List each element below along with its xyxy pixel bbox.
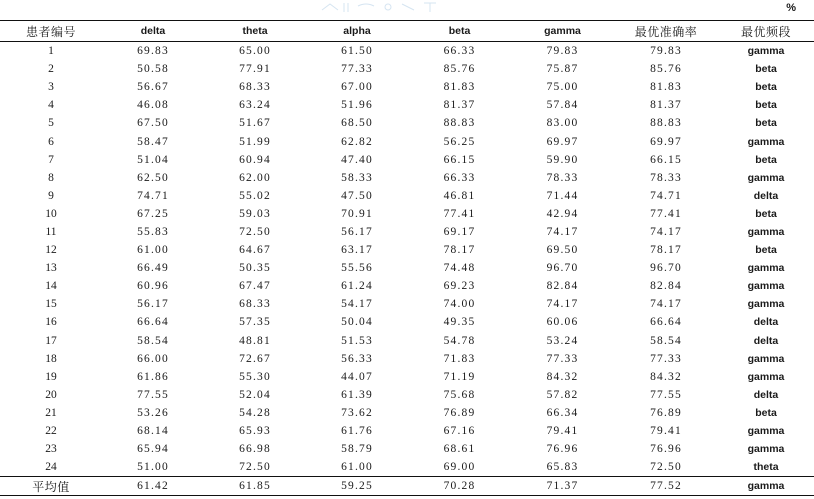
cell-patient-id: 3: [48, 81, 54, 94]
cell-gamma: 60.06: [546, 316, 579, 329]
unit-label: %: [786, 2, 796, 14]
cell-best-band: gamma: [747, 443, 785, 456]
cell-best-accuracy: 69.97: [650, 135, 682, 148]
cell-alpha: 47.50: [341, 189, 373, 202]
cell-theta: 60.94: [239, 153, 271, 166]
cell-alpha: 70.91: [341, 207, 373, 220]
cell-delta: 58.47: [137, 135, 169, 148]
cell-theta: 48.81: [239, 334, 271, 347]
cell-gamma: 79.83: [546, 45, 579, 58]
table-row: [0, 169, 814, 187]
cell-gamma: 83.00: [546, 117, 579, 130]
cell-delta: 51.00: [137, 461, 169, 474]
table-row: [0, 241, 814, 259]
cell-best-accuracy: 96.70: [650, 262, 682, 275]
average-gamma: 71.37: [511, 477, 614, 496]
cell-patient-id: 5: [48, 117, 54, 130]
cell-beta: 78.17: [443, 244, 476, 257]
cell-beta: 77.41: [443, 207, 476, 220]
cell-patient-id: 20: [45, 388, 57, 401]
cell-theta: 65.00: [239, 45, 271, 58]
cell-theta: 54.28: [239, 406, 271, 419]
average-alpha: 59.25: [306, 477, 408, 496]
cell-patient-id: 17: [45, 334, 57, 347]
cell-beta: 74.00: [443, 298, 476, 311]
cell-gamma: 82.84: [546, 280, 579, 293]
cell-best-band: gamma: [747, 225, 785, 238]
cell-theta: 68.33: [239, 81, 271, 94]
cell-gamma: 79.41: [546, 425, 579, 438]
cell-gamma: 69.97: [546, 135, 579, 148]
cell-gamma: 66.34: [546, 406, 579, 419]
accuracy-table: [0, 20, 814, 496]
cell-delta: 56.67: [137, 81, 169, 94]
cell-alpha: 61.00: [341, 461, 373, 474]
table-row: [0, 386, 814, 404]
cell-beta: 54.78: [443, 334, 476, 347]
cell-best-band: theta: [753, 461, 779, 474]
cell-best-accuracy: 82.84: [650, 280, 682, 293]
header-delta: delta: [102, 21, 204, 42]
cell-delta: 60.96: [137, 280, 169, 293]
table-row: [0, 422, 814, 440]
table-row: [0, 440, 814, 458]
table-row: [0, 96, 814, 114]
cell-beta: 71.19: [443, 370, 476, 383]
cell-best-band: beta: [755, 81, 777, 94]
cell-best-accuracy: 85.76: [650, 63, 682, 76]
cell-patient-id: 4: [48, 99, 54, 112]
table-row: [0, 187, 814, 205]
table-row: [0, 277, 814, 295]
header-theta: theta: [204, 21, 306, 42]
cell-best-accuracy: 88.83: [650, 117, 682, 130]
cell-beta: 66.15: [443, 153, 476, 166]
table-row: [0, 42, 814, 61]
cell-theta: 65.93: [239, 425, 271, 438]
cell-patient-id: 23: [45, 443, 57, 456]
cell-beta: 69.23: [443, 280, 476, 293]
table-row: [0, 368, 814, 386]
header-best-band: 最优频段: [718, 21, 814, 42]
average-delta: 61.42: [102, 477, 204, 496]
cell-beta: 88.83: [443, 117, 476, 130]
cell-alpha: 44.07: [341, 370, 373, 383]
cell-best-accuracy: 78.33: [650, 171, 682, 184]
cell-gamma: 84.32: [546, 370, 579, 383]
cell-best-band: gamma: [747, 262, 785, 275]
cell-delta: 50.58: [137, 63, 169, 76]
cell-best-band: gamma: [747, 298, 785, 311]
cell-theta: 50.35: [239, 262, 271, 275]
cell-patient-id: 14: [45, 280, 57, 293]
cell-patient-id: 8: [48, 171, 54, 184]
cell-theta: 68.33: [239, 298, 271, 311]
cell-delta: 65.94: [137, 443, 169, 456]
cell-theta: 72.50: [239, 225, 271, 238]
cell-patient-id: 21: [45, 406, 57, 419]
cell-alpha: 63.17: [341, 244, 373, 257]
cell-gamma: 78.33: [546, 171, 579, 184]
cell-beta: 49.35: [443, 316, 476, 329]
cell-best-accuracy: 76.89: [650, 406, 682, 419]
average-best-accuracy: 77.52: [614, 477, 718, 496]
cell-theta: 55.02: [239, 189, 271, 202]
cell-theta: 72.67: [239, 352, 271, 365]
cell-delta: 62.50: [137, 171, 169, 184]
cell-beta: 76.89: [443, 406, 476, 419]
header-row: [0, 21, 814, 42]
cell-alpha: 61.76: [341, 425, 373, 438]
cell-best-accuracy: 84.32: [650, 370, 682, 383]
header-alpha: alpha: [306, 21, 408, 42]
cell-beta: 85.76: [443, 63, 476, 76]
cell-best-accuracy: 79.41: [650, 425, 682, 438]
table-row: [0, 295, 814, 313]
cell-best-accuracy: 76.96: [650, 443, 682, 456]
cell-gamma: 57.84: [546, 99, 579, 112]
table-row: [0, 60, 814, 78]
cell-best-band: beta: [755, 244, 777, 257]
cell-best-accuracy: 74.71: [650, 189, 682, 202]
header-best-accuracy: 最优准确率: [614, 21, 718, 42]
cell-beta: 71.83: [443, 352, 476, 365]
cell-alpha: 50.04: [341, 316, 373, 329]
cell-theta: 67.47: [239, 280, 271, 293]
cell-beta: 66.33: [443, 171, 476, 184]
cell-patient-id: 16: [45, 316, 57, 329]
cell-beta: 67.16: [443, 425, 476, 438]
cell-gamma: 75.00: [546, 81, 579, 94]
cell-alpha: 68.50: [341, 117, 373, 130]
cell-best-band: delta: [753, 316, 779, 329]
cell-best-accuracy: 74.17: [650, 225, 682, 238]
cell-gamma: 74.17: [546, 298, 579, 311]
cell-delta: 66.00: [137, 352, 169, 365]
cell-theta: 63.24: [239, 99, 271, 112]
cell-theta: 52.04: [239, 388, 271, 401]
cell-patient-id: 9: [48, 189, 54, 202]
cell-alpha: 61.50: [341, 45, 373, 58]
cell-patient-id: 13: [45, 262, 57, 275]
cell-alpha: 47.40: [341, 153, 373, 166]
cell-theta: 77.91: [239, 63, 271, 76]
cell-best-band: beta: [755, 207, 777, 220]
cell-best-band: beta: [755, 153, 777, 166]
cell-alpha: 77.33: [341, 63, 373, 76]
cell-best-band: beta: [755, 63, 777, 76]
cell-theta: 55.30: [239, 370, 271, 383]
average-best-band: gamma: [718, 477, 814, 496]
cell-patient-id: 24: [45, 461, 57, 474]
cell-beta: 56.25: [443, 135, 476, 148]
cell-best-band: gamma: [747, 135, 785, 148]
cell-theta: 64.67: [239, 244, 271, 257]
cell-alpha: 62.82: [341, 135, 373, 148]
header-beta: beta: [408, 21, 511, 42]
header-patient-id: 患者编号: [0, 21, 102, 42]
cell-patient-id: 6: [48, 135, 54, 148]
cell-beta: 74.48: [443, 262, 476, 275]
cell-patient-id: 2: [48, 63, 54, 76]
cell-best-accuracy: 77.33: [650, 352, 682, 365]
cell-gamma: 65.83: [546, 461, 579, 474]
cell-alpha: 73.62: [341, 406, 373, 419]
cell-delta: 67.50: [137, 117, 169, 130]
cell-best-band: delta: [753, 388, 779, 401]
cell-delta: 51.04: [137, 153, 169, 166]
cell-delta: 46.08: [137, 99, 169, 112]
cell-best-accuracy: 74.17: [650, 298, 682, 311]
cell-delta: 66.64: [137, 316, 169, 329]
cell-best-accuracy: 77.41: [650, 207, 682, 220]
cell-alpha: 61.39: [341, 388, 373, 401]
average-beta: 70.28: [408, 477, 511, 496]
cell-best-band: gamma: [747, 171, 785, 184]
cell-delta: 66.49: [137, 262, 169, 275]
cell-patient-id: 11: [45, 225, 57, 238]
table-row: [0, 404, 814, 422]
cell-best-band: beta: [755, 406, 777, 419]
cell-patient-id: 10: [45, 207, 57, 220]
cell-gamma: 53.24: [546, 334, 579, 347]
cell-alpha: 61.24: [341, 280, 373, 293]
cell-best-accuracy: 66.64: [650, 316, 682, 329]
cell-gamma: 71.44: [546, 189, 579, 202]
cell-gamma: 96.70: [546, 262, 579, 275]
cell-alpha: 54.17: [341, 298, 373, 311]
cell-alpha: 58.33: [341, 171, 373, 184]
cell-patient-id: 19: [45, 370, 57, 383]
table-row: [0, 350, 814, 368]
cell-beta: 46.81: [443, 189, 476, 202]
cell-patient-id: 1: [48, 45, 54, 58]
cell-alpha: 51.96: [341, 99, 373, 112]
cell-gamma: 76.96: [546, 443, 579, 456]
cell-delta: 67.25: [137, 207, 169, 220]
cell-patient-id: 12: [45, 244, 57, 257]
cell-gamma: 42.94: [546, 207, 579, 220]
table-row: [0, 114, 814, 132]
header-gamma: gamma: [511, 21, 614, 42]
cell-alpha: 67.00: [341, 81, 373, 94]
average-label: 平均值: [0, 477, 102, 496]
cell-best-band: beta: [755, 117, 777, 130]
cell-patient-id: 7: [48, 153, 54, 166]
cell-beta: 81.37: [443, 99, 476, 112]
cell-best-band: delta: [753, 189, 779, 202]
cell-delta: 56.17: [137, 298, 169, 311]
cell-delta: 69.83: [137, 45, 169, 58]
cell-delta: 53.26: [137, 406, 169, 419]
cell-gamma: 74.17: [546, 225, 579, 238]
cell-delta: 74.71: [137, 189, 169, 202]
cell-theta: 62.00: [239, 171, 271, 184]
cell-delta: 77.55: [137, 388, 169, 401]
cell-delta: 68.14: [137, 425, 169, 438]
cell-gamma: 69.50: [546, 244, 579, 257]
cell-delta: 61.00: [137, 244, 169, 257]
cell-best-accuracy: 77.55: [650, 388, 682, 401]
cell-best-band: beta: [755, 99, 777, 112]
cell-beta: 69.17: [443, 225, 476, 238]
cell-best-band: gamma: [747, 352, 785, 365]
cell-alpha: 51.53: [341, 334, 373, 347]
cell-theta: 59.03: [239, 207, 271, 220]
cell-delta: 58.54: [137, 334, 169, 347]
table-row: [0, 332, 814, 350]
cell-alpha: 56.33: [341, 352, 373, 365]
cell-theta: 51.67: [239, 117, 271, 130]
table-row: [0, 78, 814, 96]
cell-best-accuracy: 72.50: [650, 461, 682, 474]
table-body: [0, 42, 814, 477]
table-row: [0, 313, 814, 331]
cell-gamma: 57.82: [546, 388, 579, 401]
cell-patient-id: 15: [45, 298, 57, 311]
cell-gamma: 75.87: [546, 63, 579, 76]
cell-patient-id: 22: [45, 425, 57, 438]
cell-best-band: delta: [753, 334, 779, 347]
table-row: [0, 259, 814, 277]
cell-best-band: gamma: [747, 45, 785, 58]
cell-best-band: gamma: [747, 425, 785, 438]
cell-best-accuracy: 81.83: [650, 81, 682, 94]
average-theta: 61.85: [204, 477, 306, 496]
cell-best-accuracy: 66.15: [650, 153, 682, 166]
table-row: [0, 151, 814, 169]
average-row: [0, 477, 814, 496]
cell-alpha: 55.56: [341, 262, 373, 275]
cell-best-accuracy: 78.17: [650, 244, 682, 257]
cell-best-band: gamma: [747, 370, 785, 383]
table-row: [0, 205, 814, 223]
cell-gamma: 77.33: [546, 352, 579, 365]
cell-delta: 55.83: [137, 225, 169, 238]
table-row: [0, 132, 814, 150]
cell-beta: 66.33: [443, 45, 476, 58]
cell-theta: 66.98: [239, 443, 271, 456]
cell-best-band: gamma: [747, 280, 785, 293]
cell-theta: 51.99: [239, 135, 271, 148]
watermark-logo: [318, 0, 448, 14]
cell-best-accuracy: 81.37: [650, 99, 682, 112]
table-row: [0, 223, 814, 241]
cell-delta: 61.86: [137, 370, 169, 383]
cell-theta: 72.50: [239, 461, 271, 474]
cell-beta: 75.68: [443, 388, 476, 401]
cell-theta: 57.35: [239, 316, 271, 329]
cell-best-accuracy: 58.54: [650, 334, 682, 347]
cell-gamma: 59.90: [546, 153, 579, 166]
cell-patient-id: 18: [45, 352, 57, 365]
cell-beta: 69.00: [443, 461, 476, 474]
cell-best-accuracy: 79.83: [650, 45, 682, 58]
cell-alpha: 56.17: [341, 225, 373, 238]
table-row: [0, 458, 814, 477]
cell-beta: 81.83: [443, 81, 476, 94]
cell-beta: 68.61: [443, 443, 476, 456]
cell-alpha: 58.79: [341, 443, 373, 456]
